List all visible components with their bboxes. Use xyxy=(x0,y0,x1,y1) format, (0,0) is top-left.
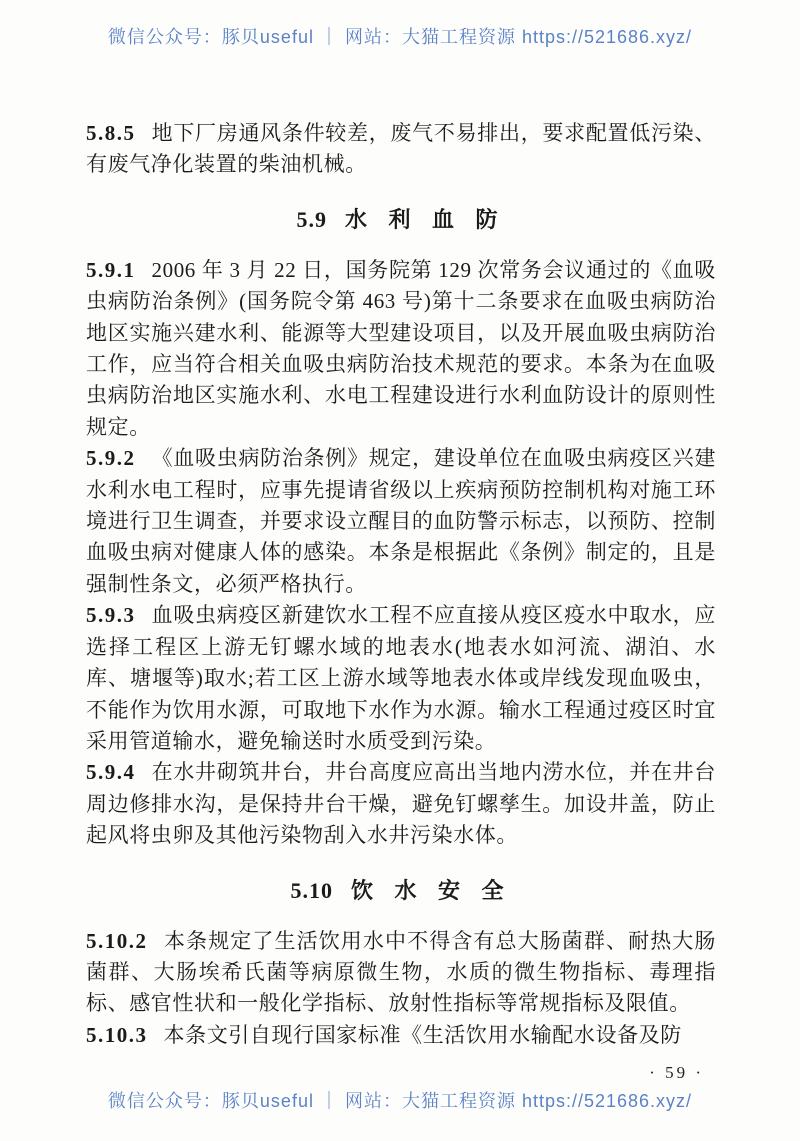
clause-text: 2006 年 3 月 22 日，国务院第 129 次常务会议通过的《血吸虫病防治条例》(国务院令第 463 号)第十二条要求在血吸虫病防治地区实施兴建水利、能源等大型建设项目，以及开展血吸虫病防治工作，应当符合相关血吸虫病防治技术规范的要求。本条为在血吸虫病防治地区实施水利、水电工程建设进行水利血防设计的原则性规定。 xyxy=(86,257,716,439)
clause-number: 5.9.1 xyxy=(86,257,136,282)
footer-watermark: 微信公众号：豚贝useful ｜ 网站：大猫工程资源 https://521686.xyz/ xyxy=(107,1091,693,1111)
clause-number: 5.9.2 xyxy=(86,446,136,471)
clause-number: 5.9.3 xyxy=(86,603,136,628)
clause-5-10-3 xyxy=(86,1020,716,1051)
header-watermark: 微信公众号：豚贝useful ｜ 网站：大猫工程资源 https://521686.xyz/ xyxy=(107,27,693,47)
clause-text: 血吸虫病疫区新建饮水工程不应直接从疫区疫水中取水，应选择工程区上游无钉螺水域的地表水(地表水如河流、湖泊、水库、塘堰等)取水;若工区上游水域等地表水体或岸线发现血吸虫，不能作为饮用水源，可取地下水作为水源。输水工程通过疫区时宜采用管道输水，避免输送时水质受到污染。 xyxy=(86,603,716,753)
page-number: · 59 · xyxy=(649,1063,704,1082)
section-heading-5-10 xyxy=(86,874,716,905)
clause-5-9-4 xyxy=(86,757,716,851)
clause-5-9-2 xyxy=(86,443,716,600)
clause-text: 本条规定了生活饮用水中不得含有总大肠菌群、耐热大肠菌群、大肠埃希氏菌等病原微生物，水质的微生物指标、毒理指标、感官性状和一般化学指标、放射性指标等常规指标及限值。 xyxy=(86,928,716,1016)
clause-5-10-2 xyxy=(86,926,716,1020)
clause-number: 5.10.2 xyxy=(86,928,148,953)
section-title: 水 利 血 防 xyxy=(344,206,506,232)
clause-text: 在水井砌筑井台，井台高度应高出当地内涝水位，并在井台周边修排水沟，是保持井台干燥，避免钉螺孳生。加设井盖，防止起风将虫卵及其他污染物刮入水井污染水体。 xyxy=(86,760,716,848)
clause-text: 地下厂房通风条件较差，废气不易排出，要求配置低污染、有废气净化装置的柴油机械。 xyxy=(86,121,716,177)
section-number: 5.9 xyxy=(296,206,327,232)
clause-5-9-1 xyxy=(86,255,716,443)
clause-text: 本条文引自现行国家标准《生活饮用水输配水设备及防 xyxy=(163,1022,682,1047)
clause-number: 5.9.4 xyxy=(86,760,136,785)
clause-number: 5.10.3 xyxy=(86,1022,148,1047)
section-title: 饮 水 安 全 xyxy=(350,877,512,903)
clause-5-9-3 xyxy=(86,600,716,757)
section-heading-5-9 xyxy=(86,203,716,234)
section-number: 5.10 xyxy=(290,877,333,903)
clause-number: 5.8.5 xyxy=(86,121,136,145)
page-content xyxy=(86,118,716,1051)
clause-5-8-5 xyxy=(86,118,716,181)
clause-text: 《血吸虫病防治条例》规定，建设单位在血吸虫病疫区兴建水利水电工程时，应事先提请省级以上疾病预防控制机构对施工环境进行卫生调查，并要求设立醒目的血防警示标志，以预防、控制血吸虫病对健康人体的感染。本条是根据此《条例》制定的，且是强制性条文，必须严格执行。 xyxy=(86,446,716,596)
